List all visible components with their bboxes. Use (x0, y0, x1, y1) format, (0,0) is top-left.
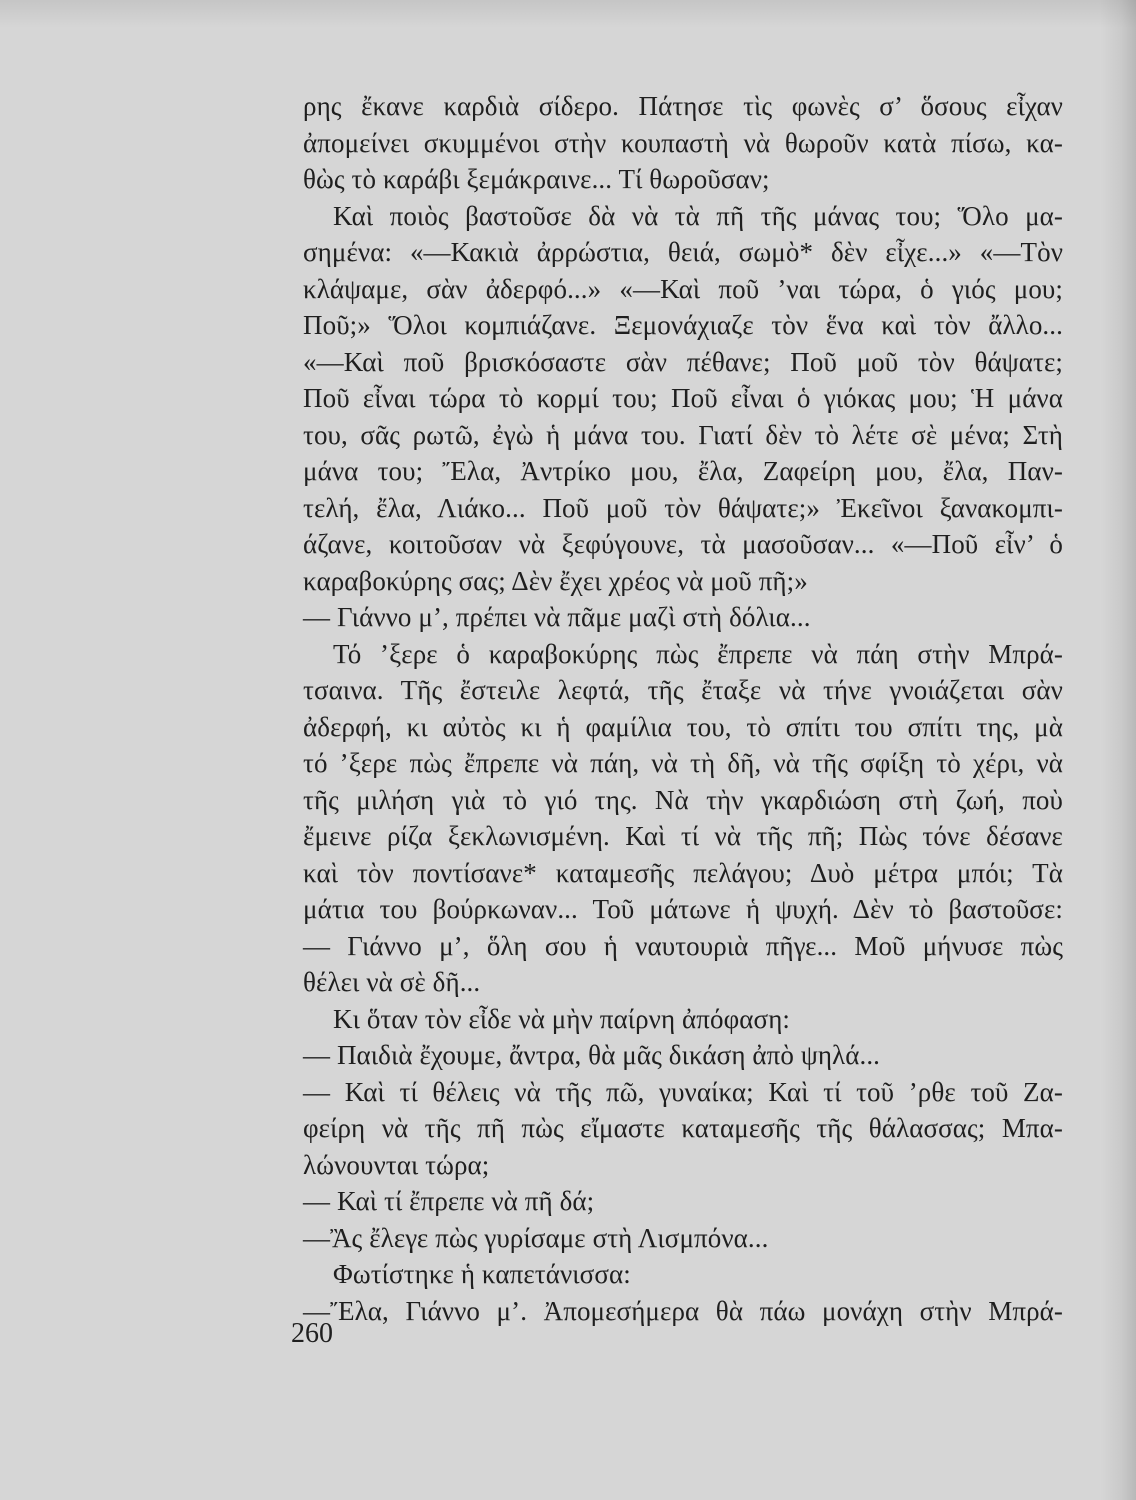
text-line: θέλει νὰ σὲ δῆ... (303, 967, 481, 997)
text-line: λώνουνται τώρα; (303, 1149, 490, 1180)
text-line: — Γιάννο μ’, πρέπει νὰ πᾶμε μαζὶ στὴ δόλια... (303, 602, 811, 632)
text-line: Τό ’ξερε ὁ καραβοκύρης πὼς ἔπρεπε νὰ πάη στὴν Μπρά- (333, 638, 1063, 669)
text-line: —Ἂς ἔλεγε πὼς γυρίσαμε στὴ Λισμπόνα... (303, 1222, 769, 1253)
text-line: μάτια του βούρκωναν... Τοῦ μάτωνε ἡ ψυχή. Δὲν τὸ βαστοῦσε: (303, 894, 1063, 924)
text-line: — Παιδιὰ ἔχουμε, ἄντρα, θὰ μᾶς δικάση ἀπὸ ψηλά... (303, 1040, 881, 1070)
text-line: Κι ὅταν τὸν εἶδε νὰ μὴν παίρνη ἀπόφαση: (333, 1003, 791, 1034)
text-line: τσαινα. Τῆς ἔστειλε λεφτά, τῆς ἔταξε νὰ τήνε γνοιάζεται σὰν (303, 675, 1063, 705)
text-line: φείρη νὰ τῆς πῆ πὼς εἴμαστε καταμεσῆς τῆς θάλασσας; Μπα- (303, 1113, 1063, 1143)
text-line: —Ἔλα, Γιάννο μ’. Ἀπομεσήμερα θὰ πάω μονάχη στὴν Μπρά- (303, 1295, 1063, 1326)
text-line: «—Καὶ ποῦ βρισκόσαστε σὰν πέθανε; Ποῦ μοῦ τὸν θάψατε; (303, 346, 1063, 377)
text-line: κλάψαμε, σὰν ἀδερφό...» «—Καὶ ποῦ ’ναι τώρα, ὁ γιός μου; (303, 273, 1063, 304)
text-line: — Καὶ τί ἔπρεπε νὰ πῆ δά; (303, 1186, 595, 1216)
page-binding-shadow (1100, 0, 1136, 1500)
text-line: καραβοκύρης σας; Δὲν ἔχει χρέος νὰ μοῦ πῆ;» (303, 565, 808, 596)
text-line: σημένα: «—Κακιὰ ἀρρώστια, θειά, σωμὸ* δὲν εἶχε...» «—Τὸν (303, 237, 1063, 267)
text-line: Ποῦ;» Ὅλοι κομπιάζανε. Ξεμονάχιαζε τὸν ἕνα καὶ τὸν ἄλλο... (303, 310, 1063, 340)
text-line: ἀδερφή, κι αὐτὸς κι ἡ φαμίλια του, τὸ σπίτι του σπίτι της, μὰ (303, 711, 1063, 742)
text-line: καὶ τὸν ποντίσανε* καταμεσῆς πελάγου; Δυὸ μέτρα μπόι; Τὰ (303, 857, 1063, 888)
text-line: μάνα του; Ἔλα, Ἀντρίκο μου, ἔλα, Ζαφείρη μου, ἔλα, Παν- (303, 456, 1063, 486)
text-line: άζανε, κοιτοῦσαν νὰ ξεφύγουνε, τὰ μασοῦσαν... «—Ποῦ εἶν’ ὁ (303, 529, 1063, 559)
text-line: Φωτίστηκε ἡ καπετάνισσα: (333, 1259, 631, 1289)
text-line: Ποῦ εἶναι τώρα τὸ κορμί του; Ποῦ εἶναι ὁ γιόκας μου; Ἡ μάνα (303, 383, 1063, 413)
text-line: τό ’ξερε πὼς ἔπρεπε νὰ πάη, νὰ τὴ δῆ, νὰ τῆς σφίξη τὸ χέρι, νὰ (303, 748, 1063, 778)
page-top-shadow (0, 0, 1136, 28)
text-line: ἔμεινε ρίζα ξεκλωνισμένη. Καὶ τί νὰ τῆς πῆ; Πὼς τόνε δέσανε (303, 821, 1063, 851)
text-line: του, σᾶς ρωτῶ, ἐγὼ ἡ μάνα του. Γιατί δὲν τὸ λέτε σὲ μένα; Στὴ (303, 419, 1063, 450)
text-line: θὼς τὸ καράβι ξεμάκραινε... Τί θωροῦσαν; (303, 164, 770, 194)
body-text (303, 88, 1063, 1329)
text-line: Καὶ ποιὸς βαστοῦσε δὰ νὰ τὰ πῆ τῆς μάνας του; Ὅλο μα- (333, 200, 1063, 231)
text-line: τῆς μιλήση γιὰ τὸ γιό της. Νὰ τὴν γκαρδιώση στὴ ζωή, ποὺ (303, 784, 1063, 815)
text-line: ρης ἔκανε καρδιὰ σίδερο. Πάτησε τὶς φωνὲς σ’ ὅσους εἶχαν (303, 91, 1063, 121)
text-line: — Καὶ τί θέλεις νὰ τῆς πῶ, γυναίκα; Καὶ τί τοῦ ’ρθε τοῦ Ζα- (303, 1076, 1063, 1107)
page-number: 260 (291, 1318, 333, 1349)
text-line: τελή, ἔλα, Λιάκο... Ποῦ μοῦ τὸν θάψατε;» Ἐκεῖνοι ξανακομπι- (303, 492, 1063, 523)
text-line: — Γιάννο μ’, ὅλη σου ἡ ναυτουριὰ πῆγε... Μοῦ μήνυσε πὼς (303, 930, 1063, 961)
text-line: ἀπομείνει σκυμμένοι στὴν κουπαστὴ νὰ θωροῦν κατὰ πίσω, κα- (303, 127, 1063, 158)
